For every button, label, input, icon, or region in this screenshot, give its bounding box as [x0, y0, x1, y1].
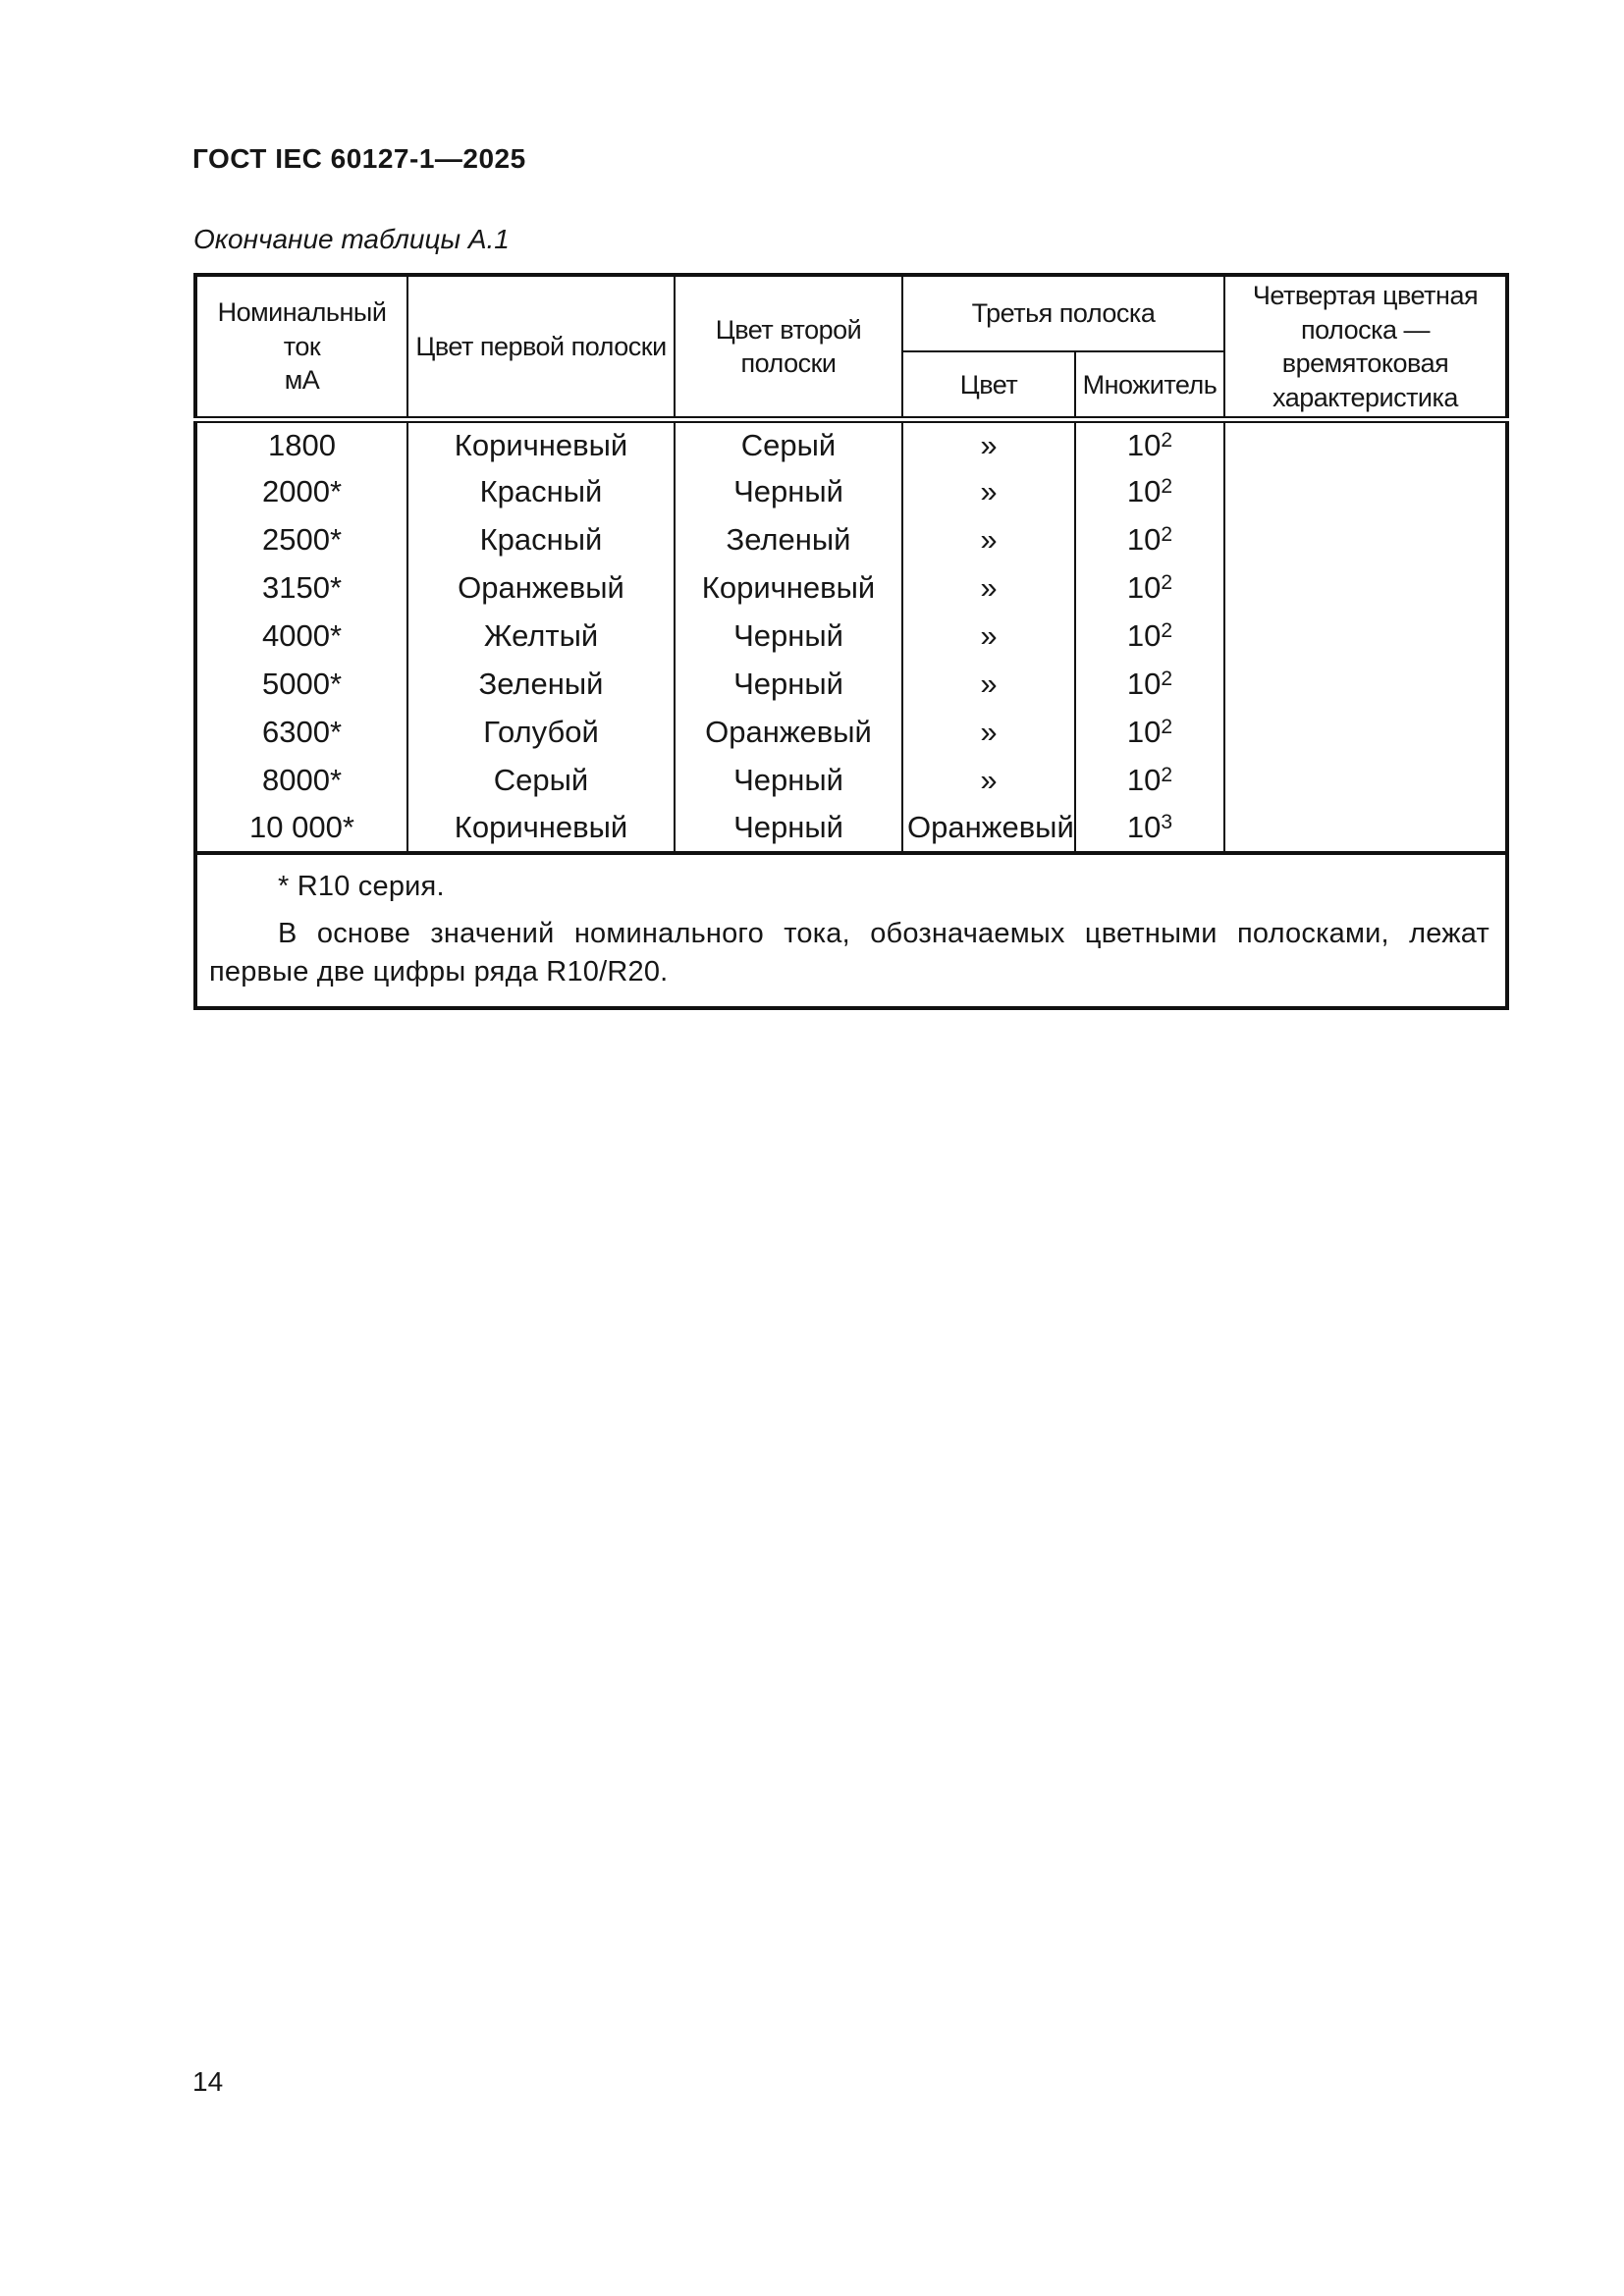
band3-color-cell: Оранжевый	[902, 805, 1075, 853]
nominal-current-cell: 8000*	[195, 757, 407, 805]
band2-color-cell: Черный	[675, 757, 902, 805]
band1-color-cell: Коричневый	[407, 805, 675, 853]
multiplier-base: 10	[1126, 715, 1162, 750]
band3-color-cell: »	[902, 468, 1075, 516]
table-body	[195, 420, 1507, 1009]
table-footnote	[195, 853, 1507, 1009]
header-band4	[1224, 275, 1507, 420]
multiplier-exponent: 2	[1161, 764, 1173, 787]
multiplier-base: 10	[1126, 522, 1162, 558]
multiplier-base: 10	[1126, 618, 1162, 654]
nominal-current-cell: 10 000*	[195, 805, 407, 853]
band1-color-cell: Зеленый	[407, 661, 675, 709]
multiplier-cell	[1075, 468, 1224, 516]
nominal-current-cell: 2000*	[195, 468, 407, 516]
multiplier-exponent: 2	[1161, 429, 1173, 453]
header-nominal-line1: Номинальный ток	[217, 297, 387, 361]
multiplier-base: 10	[1126, 427, 1162, 462]
band3-color-cell: »	[902, 420, 1075, 468]
multiplier-exponent: 2	[1161, 667, 1173, 691]
nominal-current-cell: 6300*	[195, 709, 407, 757]
multiplier-base: 10	[1126, 667, 1162, 702]
multiplier-cell	[1075, 805, 1224, 853]
band2-color-cell: Черный	[675, 661, 902, 709]
band2-color-cell: Оранжевый	[675, 709, 902, 757]
table-row	[195, 420, 1507, 468]
color-band-table	[193, 273, 1509, 1010]
nominal-current-cell: 1800	[195, 420, 407, 468]
nominal-current-cell: 5000*	[195, 661, 407, 709]
footnote-series-note: * R10 серия.	[278, 870, 445, 902]
header-band2-line2: полоски	[740, 348, 837, 379]
footnote-row	[195, 853, 1507, 1009]
header-band3-multiplier: Множитель	[1075, 351, 1224, 419]
multiplier-base: 10	[1126, 474, 1162, 509]
band1-color-cell: Оранжевый	[407, 564, 675, 613]
band1-color-cell: Серый	[407, 757, 675, 805]
band3-color-cell: »	[902, 709, 1075, 757]
header-band3-group: Третья полоска	[902, 275, 1224, 351]
document-code: ГОСТ IEC 60127-1—2025	[192, 143, 526, 174]
multiplier-cell	[1075, 420, 1224, 468]
header-band4-line1: Четвертая цветная	[1252, 281, 1479, 310]
multiplier-cell	[1075, 757, 1224, 805]
band3-color-cell: »	[902, 613, 1075, 661]
table-header	[195, 275, 1507, 420]
band2-color-cell: Черный	[675, 805, 902, 853]
multiplier-cell	[1075, 564, 1224, 613]
header-band1: Цвет первой полоски	[407, 275, 675, 420]
band3-color-cell: »	[902, 564, 1075, 613]
band4-empty-cell	[1224, 420, 1507, 853]
multiplier-base: 10	[1126, 763, 1162, 798]
multiplier-exponent: 2	[1161, 475, 1173, 499]
multiplier-cell	[1075, 613, 1224, 661]
header-band2	[675, 275, 902, 420]
band2-color-cell: Серый	[675, 420, 902, 468]
multiplier-exponent: 2	[1161, 619, 1173, 643]
header-nominal-current	[195, 275, 407, 420]
band2-color-cell: Коричневый	[675, 564, 902, 613]
band3-color-cell: »	[902, 516, 1075, 564]
band2-color-cell: Зеленый	[675, 516, 902, 564]
multiplier-base: 10	[1126, 810, 1162, 845]
band1-color-cell: Красный	[407, 516, 675, 564]
multiplier-exponent: 2	[1161, 716, 1173, 739]
band1-color-cell: Красный	[407, 468, 675, 516]
band3-color-cell: »	[902, 661, 1075, 709]
band1-color-cell: Голубой	[407, 709, 675, 757]
multiplier-base: 10	[1126, 570, 1162, 606]
multiplier-exponent: 2	[1161, 523, 1173, 547]
multiplier-cell	[1075, 709, 1224, 757]
header-row-top	[195, 275, 1507, 351]
header-nominal-line2: мА	[284, 365, 320, 396]
nominal-current-cell: 4000*	[195, 613, 407, 661]
band1-color-cell: Желтый	[407, 613, 675, 661]
nominal-current-cell: 2500*	[195, 516, 407, 564]
multiplier-exponent: 2	[1161, 571, 1173, 595]
footnote-paragraph: В основе значений номинального тока, обозначаемых цветными полосками, лежат первые две цифры ряда R10/R20.	[209, 917, 1489, 988]
band1-color-cell: Коричневый	[407, 420, 675, 468]
multiplier-cell	[1075, 516, 1224, 564]
header-band3-color: Цвет	[902, 351, 1075, 419]
nominal-current-cell: 3150*	[195, 564, 407, 613]
band2-color-cell: Черный	[675, 468, 902, 516]
page-number: 14	[192, 2066, 224, 2097]
multiplier-cell	[1075, 661, 1224, 709]
header-band4-line3: характеристика	[1272, 382, 1458, 412]
header-band4-line2: полоска — времятоковая	[1281, 314, 1449, 379]
band3-color-cell: »	[902, 757, 1075, 805]
header-band2-line1: Цвет второй	[715, 314, 862, 345]
table-caption: Окончание таблицы А.1	[193, 224, 510, 254]
band2-color-cell: Черный	[675, 613, 902, 661]
multiplier-exponent: 3	[1161, 811, 1173, 834]
